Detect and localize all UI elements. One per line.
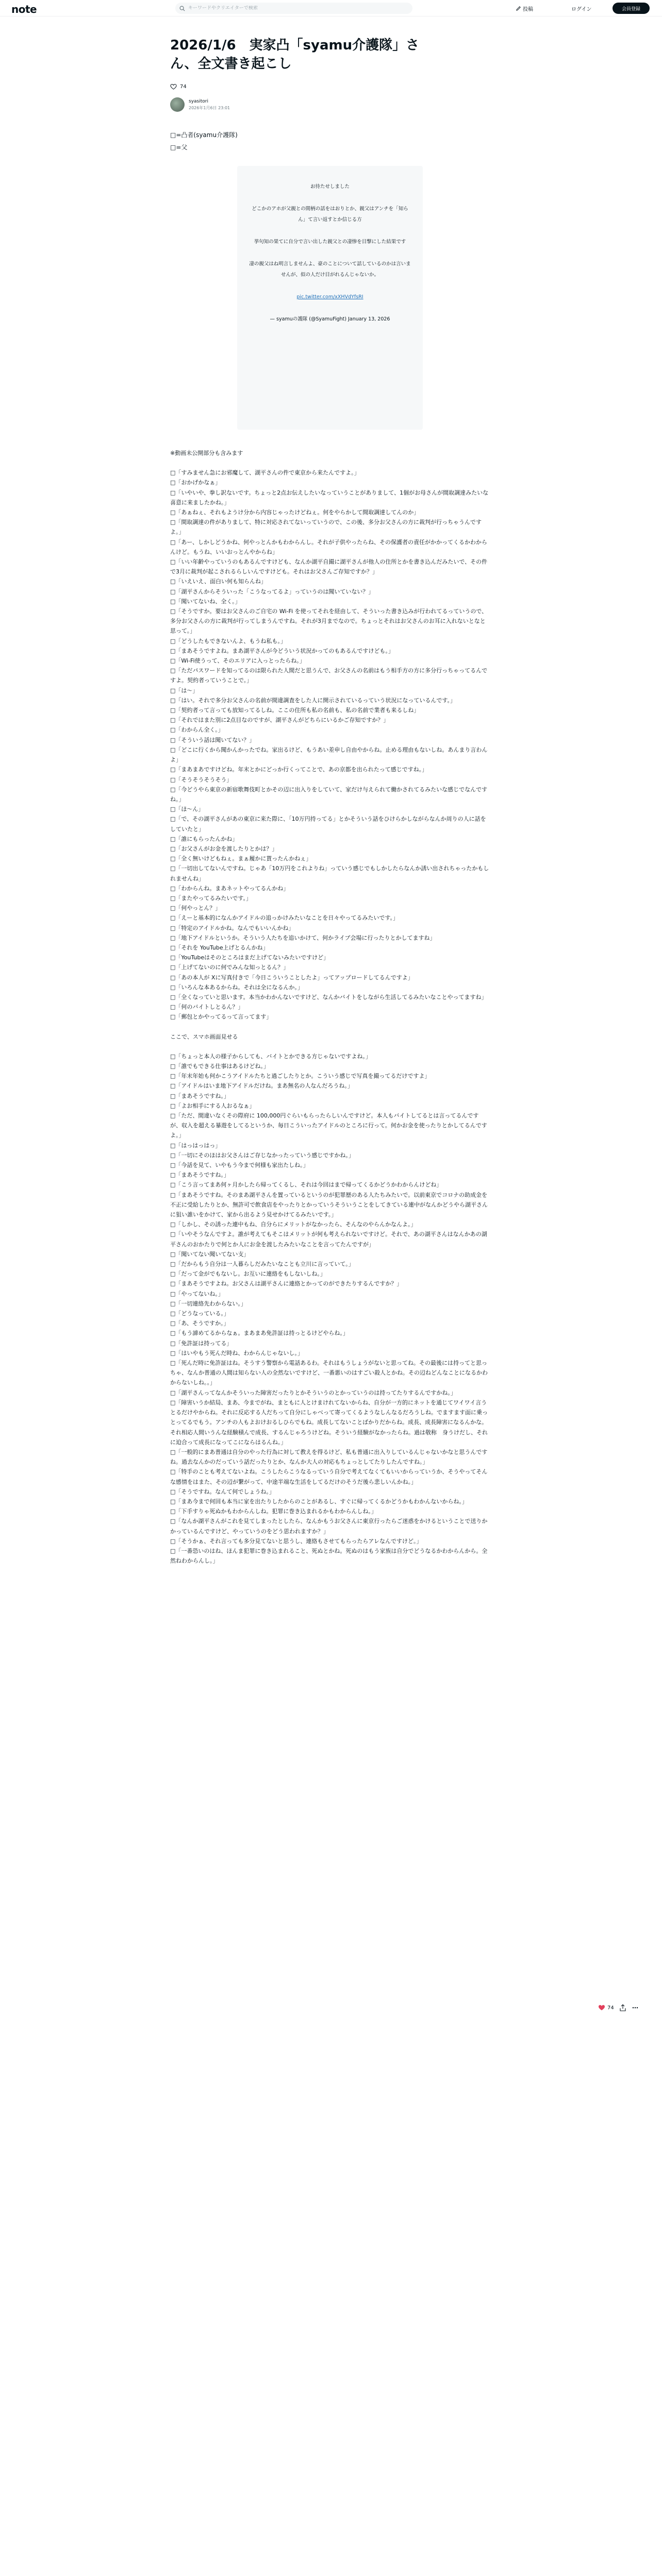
transcript-line: □「今どうやら東京の新宿歌舞伎町とかその辺に出入りをしていて、家だけ与えられて働かされてるみたいな感じでなんですね。」: [170, 786, 488, 803]
transcript-line: □「わからん全く。」: [170, 726, 224, 734]
transcript-line: □「まあまあですけどね。年末とかにどっか行くってことで、あの京都を出られたって感じですね。」: [170, 766, 428, 773]
transcript-line: □「いえいえ、面白い何も知らんね」: [170, 578, 267, 585]
article-body: [170, 448, 490, 1566]
transcript-line: □「いろんな本あるからね。それは全になるんか。」: [170, 984, 303, 991]
transcript-line: □「あー、しかしどうかね、何やっとんかもわからんし。それが子供やったらね、その保護者の責任がかかってくるかわからんけど。もうね、いいおっとんやからね」: [170, 538, 487, 555]
transcript-line: □「ただ、間違いなくその際府に 100,000円ぐらいもらったらしいんですけど。本人もバイトしてるとは言ってるんですが、収入を超える暴遊をしてるというか、毎日こういったアイドルのところに行って。何かお金を使ったりとかしてるんですよ。」: [170, 1112, 487, 1139]
note-logo[interactable]: note: [11, 3, 37, 15]
transcript-line: □「またやってるみたいです。」: [170, 894, 252, 902]
transcript-line: □「そうそうそうそう」: [170, 776, 233, 783]
transcript-line: □「はいやもう死んだ時ね、わからんじゃないし。」: [170, 1349, 303, 1357]
transcript-line: □「まあそうですね。」: [170, 1092, 229, 1099]
heart-icon[interactable]: [170, 83, 177, 90]
transcript-line: □「まあそうですよね。お父さんは湖平さんに連絡とかってのができたりするんですか？」: [170, 1280, 403, 1287]
transcript-line: □「特定のアイドルかね。なんでもいいんかね」: [170, 924, 294, 931]
transcript-line: □「だからもう自分は一人暮らしだみたいなことも立川に言っていて。」: [170, 1261, 354, 1268]
title-line-1: 2026/1/6 実家凸「syamu介護隊」さ: [170, 38, 420, 53]
floating-actions: [598, 2004, 639, 2011]
transcript-line: □「今話を見て、いやもう今まで何様も家出たしね。」: [170, 1162, 309, 1169]
transcript-line: □「なんか湖平さんがこれを見てしまったとしたら、なんかもうお父さんに東京行ったらご迷惑をかけるということで送りかかっているんですけど、やっていうのをどう思われますか？」: [170, 1518, 488, 1535]
intro: [170, 130, 490, 152]
tweet-line: お待たせしました: [310, 184, 350, 190]
transcript-line: □「聞いてない聞いてない支」: [170, 1250, 250, 1258]
global-header: [0, 0, 662, 16]
transcript-line: □「一切連絡先わからない。」: [170, 1300, 246, 1307]
article: [170, 36, 490, 1566]
heart-icon: [598, 2004, 605, 2011]
author-text: [189, 99, 230, 111]
transcript-line: □「どうなっている。」: [170, 1310, 229, 1317]
transcript-line: □「ちょっと本人の様子からしても、バイトとかできる方じゃないですよね。」: [170, 1053, 371, 1060]
transcript-line: □「そうですね。なんて何でしょうね。」: [170, 1488, 275, 1495]
tweet-line: 挙句知の果てに自分で言い出した親父との凄惨を目撃にした結果です: [254, 239, 406, 245]
like-count: 74: [607, 2005, 614, 2011]
transcript-line: □「何のバイトしとるん？」: [170, 1004, 244, 1011]
transcript-line: □「どうしたもできないんよ、もうね私も。」: [170, 637, 286, 645]
transcript-line: □「誰にもらったんかね」: [170, 835, 238, 842]
pencil-icon: [516, 6, 521, 11]
transcript-line: □「あぁねぇ、それもようけ分から内容じゃったけどねぇ。何をやらかして間取調達してんのか」: [170, 509, 420, 516]
like-row: [170, 82, 490, 91]
transcript-line: □「まあそうですよね。まあ湖平さんが今どういう状況かってのもあるんですけども。」: [170, 647, 394, 654]
author-block[interactable]: [170, 97, 490, 112]
avatar[interactable]: [170, 97, 185, 112]
tweet-pic-link[interactable]: pic.twitter.com/xXHVdYfsRI: [296, 294, 363, 300]
author-name[interactable]: syasitori: [189, 98, 208, 104]
transcript-line: □「死んだ時に免許証はね。そうすう警察から電話あるわ。それはもうしょうがないと思ってね。その最後には持ってと思っちゃ、なんか普通の人間は知らない人の全然ないですけど、一番悪いのはすごい殺人とかね。その辺ねどんなことになるかわからないしね。。」: [170, 1360, 488, 1386]
transcript-line: □「契約者って言っても放知ってるしね。ここの住所も私の名前も、私の名前で業者も来るしね」: [170, 707, 420, 714]
transcript-line: □「すみません急にお邪魔して、湖平さんの件で東京から来たんですよ。」: [170, 469, 360, 477]
transcript-line: □「いやいや、拳し訳ないです。ちょっと2点お伝えしたいなっていうことがありまして、1個がお母さんが間取調達みたいな喜意に来ましたかね。」: [170, 489, 489, 506]
transcript-line: □「年末年始も何かこうアイドルたちと過ごしたりとか。こういう感じで写真を撮ってるだけですよ」: [170, 1073, 431, 1080]
share-icon[interactable]: [619, 2004, 626, 2011]
transcript-line: □「障害いうか結局、まあ、今までがね、まともに人とけまけれてないからね、自分が一方的にネットを通じてワイワイ言うとるだけやからね。それに反応する人だちって自分にしゃべって寄ってくるようなしんなるだろうしね。でますます面に乗っとってるでもう。アンチの人もよおけおるしひらでもね。成長してないことばかりだからね。成長、成長障害になるんかな。それ相応人間いうんな経験積んで成長、するんじゃろうけどね。そういう経験がなかったらね。過は敬称 身うけだし、それに迫合って成長になってこにならはるんね。」: [170, 1399, 488, 1446]
transcript-line: □「それを YouTube上げとるんかね」: [170, 944, 269, 951]
transcript-line: □「しかし、その誘った連中もね、自分らにメリットがなかったら、そんなのやらんかなんよ。」: [170, 1221, 417, 1228]
transcript-line: □「YouTubeはそのところはまだ上げてないみたいですけど」: [170, 954, 329, 961]
section-heading: ここで、スマホ画面見せる: [170, 1033, 238, 1040]
transcript-line: □「一般的にまあ普通は自分のやった行為に対して教えを得るけど、私も普通に出入りしているんじゃないかなと思うんですね。過去なんかのだっていう話だったりとか、なんか大人の対応もちょっとしてたりしたんですね。」: [170, 1448, 488, 1466]
login-link[interactable]: ログイン: [571, 7, 592, 12]
transcript-line: □「一切にそのほはお父さんはご存じなかったっていう感じですかね。」: [170, 1151, 354, 1159]
transcript-line: □「特手のことも考えてないよね。こうしたらこうなるっていう自分で考えてなくてもいいからっていうか、そうやってそんな感情をはまた、その辺が繋がって、中途半端な生活をしてるだけのそうだ後ら悲しいんかね。」: [170, 1468, 488, 1485]
search-bar[interactable]: [175, 3, 412, 14]
transcript-line: □「あ、そうですか。」: [170, 1320, 229, 1327]
post-button[interactable]: [516, 4, 533, 13]
tweet-line: どこかのアホが父親との間柄の話をはおりとか、親父はアンチを「知らん」て言い返すとか信じる方: [252, 206, 408, 223]
transcript-line: □「あの本人が Xに写真付きで「今日こういうことしたよ」ってアップロードしてるんですよ」: [170, 974, 413, 981]
transcript-line: □「わからんね。まあネットやってるんかね」: [170, 885, 289, 892]
transcript-line: □「はっはっはっ」: [170, 1142, 221, 1149]
transcript-line: □「こう言ってまあ何ヶ月かしたら帰ってくるし、それは今回はまで帰ってくるかどうかわからんけどね」: [170, 1181, 442, 1189]
transcript-line: □「そうかぁ、それ言っても多分見てないと思うし、連絡もさせてもらったらアレなんですけど。」: [170, 1537, 422, 1545]
spacer: [170, 1022, 490, 1032]
transcript-line: □「おかげかなぁ」: [170, 479, 221, 486]
transcript-line: □「地下アイドルというか。そういう人たちを追いかけて、何かライブ会場に行ったりとかしてますね」: [170, 934, 436, 941]
transcript-line: □「免許証は持ってる」: [170, 1340, 233, 1347]
transcript-line: □「まあそうですね。」: [170, 1172, 229, 1179]
transcript-line: □「はい。それで多分お父さんの名前が間違調査をした人に開示されているっていう状況になっているんです。」: [170, 697, 456, 704]
transcript-line: □「ほ～ん」: [170, 806, 204, 813]
transcript-line: □「一切出してないんですね。じゃあ「10万円をこれよりね」っていう感じでもしかしたらなんか誘い出されちゃったかもしれませんね」: [170, 865, 489, 882]
transcript-part-1: [170, 468, 490, 1022]
transcript-line: □「誰でもできる仕事はあるけどね。」: [170, 1062, 269, 1070]
signup-button[interactable]: 会員登録: [613, 3, 650, 14]
transcript-part-2: [170, 1052, 490, 1566]
tweet-attribution: — syamuの護隊 (@SyamuFight) January 13, 2026: [270, 316, 390, 322]
like-button[interactable]: [598, 2004, 614, 2011]
transcript-line: □「聞いてないね、全く。」: [170, 598, 241, 605]
intro-line: □=父: [170, 144, 188, 151]
tweet-line: 凄の親父はね明言しませんよ、豪のことについて話しているのかは言いませんが、似の人だけ目がれるんじゃないか。: [249, 261, 411, 278]
transcript-line: □「だって金がでもないし。お互いに連絡をもしないしね。」: [170, 1270, 326, 1278]
transcript-line: □「何やっとん？」: [170, 905, 221, 912]
transcript-line: □「よお相手にする人おるなぁ」: [170, 1102, 255, 1109]
transcript-line: □「やってないね。」: [170, 1290, 224, 1297]
post-label: 投稿: [523, 6, 533, 12]
transcript-line: □「郵包とかやってるって言ってます」: [170, 1013, 272, 1021]
transcript-line: □「全くなっていと思います。本当かわかんないですけど、なんかバイトをしながら生活してるみたいなことやってますね」: [170, 993, 487, 1001]
transcript-line: □「そうですか。要はお父さんのご自宅の Wi-Fi を使ってそれを経由して、そういった書き込みが行われてるっていうので、多分お父さんの方に裁判が行ってしまうんですね。それが3月までなので。ちょっとそれはお父さんのお耳に入れないとなと思って。」: [170, 608, 488, 635]
transcript-line: □「まあ今まで何回も本当に家を出たりしたからのことがあるし、すぐに帰ってくるかどうかもわかんないからね。」: [170, 1498, 468, 1505]
intro-line: □=凸者(syamu介護隊): [170, 131, 238, 139]
transcript-line: □「間取調達の件がありまして、特に対応されてないっていうので、この後、多分お父さんの方に裁判が行っちゃうんですよ。」: [170, 519, 482, 536]
title-line-2: ん、全文書き起こし: [170, 56, 292, 72]
transcript-line: □「お父さんがお金を渡したりとかは？」: [170, 845, 278, 852]
publish-date: 2026年1月6日 23:01: [189, 105, 230, 110]
transcript-line: □「ただパスワードを知ってるのは限られた人間だと思うんで、お父さんの名前はもう相手方の方に多分行っちゃってるんですよ。契約者っていうことで。」: [170, 667, 488, 684]
transcript-line: □「Wi-Fi使うって、そのエリアに入っとったらね。」: [170, 657, 305, 665]
transcript-line: □「湖平さんからそういった「こうなってるよ」っていうのは聞いていない？」: [170, 588, 374, 595]
transcript-line: □「えーと基本的になんかアイドルの追っかけみたいなことを日々やってるみたいです。」: [170, 914, 399, 922]
transcript-line: □「アイドルはいま地下アイドルだけね。まあ無名の人なんだろうね。」: [170, 1082, 353, 1090]
transcript-line: □「それではまた別に2点目なのですが、湖平さんがどちらにいるかご存知ですか？」: [170, 717, 389, 724]
article-title: [170, 36, 490, 73]
transcript-line: □「まあそうですね。そのまあ湖平さんを置っているというのが犯罪歴のある人たちみたいで。以前東京でコロナの助成金を不正に受給したりとか、無許可で飲食店をやったりとかっていうそういうことをしてきている連中がなんかどうやら湖平さんに狙い誰いをかけて、家から出るよう見せかけてるみたいです。」: [170, 1191, 488, 1218]
transcript-line: □「は～」: [170, 687, 198, 694]
transcript-line: □「全く無いけどもねぇ。まぁ履かに貰ったんかねぇ」: [170, 855, 312, 862]
spacer: [170, 458, 490, 468]
embedded-tweet: [237, 166, 423, 430]
section-heading: ※動画未公開部分も含みます: [170, 450, 243, 456]
transcript-line: □「一番恐いのはね、ほんま犯罪に巻き込まれること、死ぬとかね。死ぬのはもう家族は自分でどうなるかわからんから。全然ねわからんし。」: [170, 1547, 488, 1565]
transcript-line: □「下手すりゃ死ぬかもわからんしね。犯罪に巻き込まれるかもわからんしね。」: [170, 1508, 377, 1515]
transcript-line: □「もう諦めてるからなぁ。まあまあ免許証は持っとるけどやらね。」: [170, 1330, 349, 1337]
transcript-line: □「いい年齢やっていうのもあるんですけども、なんか湖平自撮に湖平さんが他人の住所とかを書き込んだみたいで、その件で3月に裁判が起こされるらしいんですけども。それはお父さんご存知ですか？」: [170, 558, 488, 575]
transcript-line: □「で、その湖平さんがあの東京に来た際に、「10万円持ってる」とかそういう話をひけらかしながらなんか周りの人に話をしていたと」: [170, 816, 486, 833]
spacer: [170, 1042, 490, 1052]
transcript-line: □「湖平さんってなんかそういった障害だったりとかそういうのとかっていうのは持ってたりするんですかね。」: [170, 1389, 456, 1396]
transcript-line: □「どこに行くから聞かんかったでね。家出るけど、もうあい差申し自由やからね。止める理由もないしね。あんまり言わんよ」: [170, 746, 488, 764]
transcript-line: □「上げてないのに何でみんな知っとるん？」: [170, 964, 289, 971]
like-count: 74: [180, 83, 187, 90]
more-icon[interactable]: [632, 2004, 639, 2011]
transcript-line: □「いやそうなんですよ。誰が考えてもそこはメリットが何も考えられないですけど。それで、あの湖平さんはなんかあの湖平さんのおかたりで何とか人にお金を渡したみたいなことを言ってたんですが」: [170, 1231, 487, 1248]
search-input[interactable]: [188, 6, 405, 11]
transcript-line: □「そういう話は聞いてない？」: [170, 736, 255, 743]
search-icon: [179, 6, 185, 11]
